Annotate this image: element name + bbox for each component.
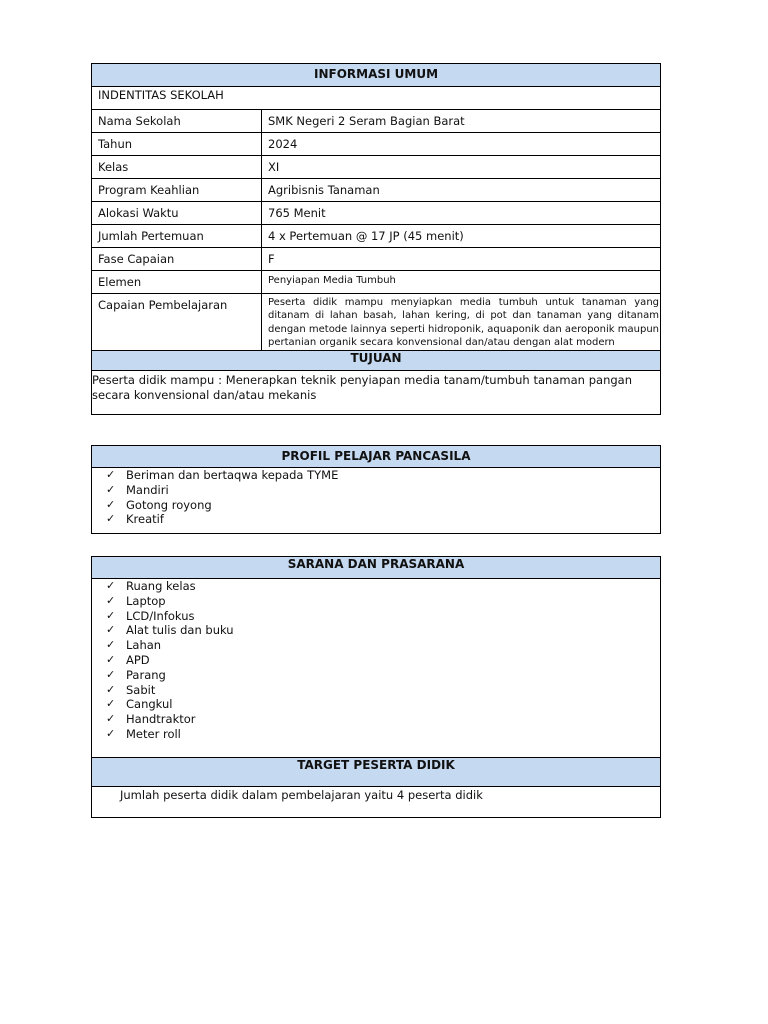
list-item-label: Sabit	[126, 682, 156, 697]
list-item	[106, 594, 660, 609]
checkmark-icon: ✓	[106, 608, 116, 622]
list-item	[106, 512, 660, 527]
table-row	[92, 271, 660, 294]
list-item	[106, 683, 660, 698]
identitas-label: INDENTITAS SEKOLAH	[98, 88, 224, 102]
checkmark-icon: ✓	[106, 726, 116, 740]
checkmark-icon: ✓	[106, 712, 116, 726]
profil-pelajar-table	[91, 445, 661, 534]
list-item-label: Meter roll	[126, 726, 181, 741]
tujuan-header: TUJUAN	[92, 350, 660, 371]
list-item-label: LCD/Infokus	[126, 608, 195, 623]
list-item	[106, 609, 660, 624]
row-value: F	[268, 252, 275, 266]
list-item-label: APD	[126, 652, 150, 667]
profil-list	[92, 468, 660, 527]
table-row	[92, 202, 660, 225]
list-item-label: Gotong royong	[126, 497, 212, 512]
target-header: TARGET PESERTA DIDIK	[92, 757, 660, 787]
identitas-row	[92, 87, 660, 110]
profil-header: PROFIL PELAJAR PANCASILA	[92, 446, 660, 468]
table-row	[92, 179, 660, 202]
row-value: SMK Negeri 2 Seram Bagian Barat	[268, 114, 465, 128]
row-label: Capaian Pembelajaran	[92, 294, 262, 350]
list-item-label: Mandiri	[126, 482, 169, 497]
list-item-label: Lahan	[126, 638, 162, 653]
checkmark-icon: ✓	[106, 468, 116, 481]
row-value: Penyiapan Media Tumbuh	[268, 275, 396, 286]
list-item	[106, 668, 660, 683]
checkmark-icon: ✓	[106, 579, 116, 592]
informasi-umum-table	[91, 63, 661, 415]
list-item	[106, 483, 660, 498]
table-row	[92, 110, 660, 133]
target-text: Jumlah peserta didik dalam pembelajaran yaitu 4 peserta didik	[120, 788, 483, 802]
row-value: 765 Menit	[268, 206, 326, 220]
row-label: Jumlah Pertemuan	[92, 225, 262, 247]
row-label: Program Keahlian	[92, 179, 262, 201]
list-item-label: Handtraktor	[126, 712, 196, 727]
table-row	[92, 133, 660, 156]
row-label: Tahun	[92, 133, 262, 155]
sarana-prasarana-table	[91, 556, 661, 818]
row-value: 2024	[268, 137, 298, 151]
list-item-label: Parang	[126, 667, 166, 682]
row-label: Kelas	[92, 156, 262, 178]
row-value: 4 x Pertemuan @ 17 JP (45 menit)	[268, 229, 464, 243]
checkmark-icon: ✓	[106, 482, 116, 496]
list-item	[106, 498, 660, 513]
list-item	[106, 623, 660, 638]
list-item	[106, 579, 660, 594]
checkmark-icon: ✓	[106, 697, 116, 711]
row-label: Nama Sekolah	[92, 110, 262, 132]
table-row	[92, 225, 660, 248]
checkmark-icon: ✓	[106, 682, 116, 696]
row-label: Fase Capaian	[92, 248, 262, 270]
table-row	[92, 156, 660, 179]
list-item-label: Kreatif	[126, 512, 164, 527]
list-item-label: Alat tulis dan buku	[126, 623, 234, 638]
list-item	[106, 712, 660, 727]
list-item	[106, 727, 660, 742]
sarana-list	[92, 579, 660, 757]
table-row	[92, 294, 660, 350]
checkmark-icon: ✓	[106, 497, 116, 511]
table-row	[92, 248, 660, 271]
informasi-umum-header: INFORMASI UMUM	[92, 64, 660, 87]
list-item-label: Cangkul	[126, 697, 173, 712]
list-item	[106, 468, 660, 483]
checkmark-icon: ✓	[106, 623, 116, 637]
list-item	[106, 638, 660, 653]
checkmark-icon: ✓	[106, 652, 116, 666]
list-item-label: Beriman dan bertaqwa kepada TYME	[126, 468, 339, 482]
row-value: Agribisnis Tanaman	[268, 183, 380, 197]
row-label: Elemen	[92, 271, 262, 293]
checkmark-icon: ✓	[106, 667, 116, 681]
sarana-header: SARANA DAN PRASARANA	[92, 557, 660, 579]
checkmark-icon: ✓	[106, 593, 116, 607]
row-label: Alokasi Waktu	[92, 202, 262, 224]
tujuan-text: Peserta didik mampu : Menerapkan teknik penyiapan media tanam/tumbuh tanaman pangan secara konvensional dan/atau mekanis	[92, 373, 632, 402]
checkmark-icon: ✓	[106, 638, 116, 652]
list-item-label: Laptop	[126, 593, 166, 608]
row-value: Peserta didik mampu menyiapkan media tumbuh untuk tanaman yang ditanam di lahan basah, lahan kering, di pot dan tanaman yang ditanam dengan metode lainnya seperti hidroponik, aquaponik dan aeroponik maupun pertanian organik secara konvensional dan/atau dengan alat modern	[268, 297, 659, 349]
list-item	[106, 697, 660, 712]
row-value: XI	[268, 160, 280, 174]
list-item	[106, 653, 660, 668]
list-item-label: Ruang kelas	[126, 579, 196, 593]
checkmark-icon: ✓	[106, 512, 116, 526]
